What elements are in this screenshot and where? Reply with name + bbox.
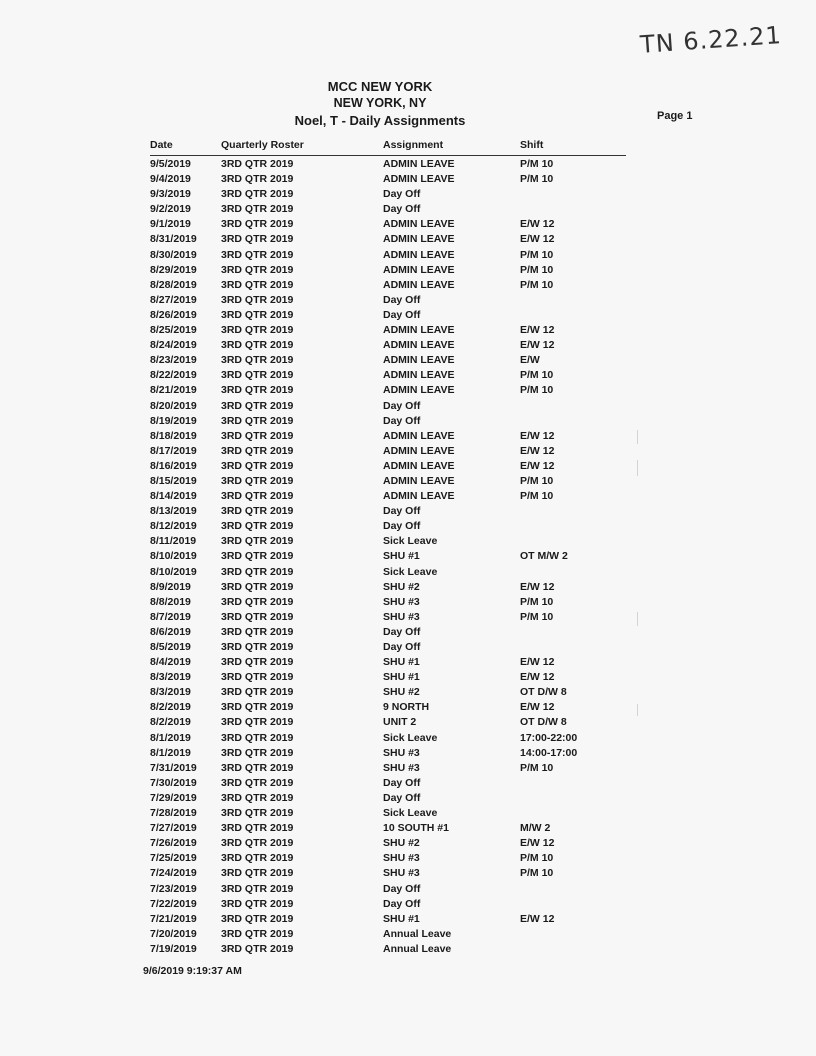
table-row bbox=[150, 700, 626, 715]
table-row bbox=[150, 248, 626, 263]
cell-roster: 3RD QTR 2019 bbox=[221, 686, 294, 699]
table-row bbox=[150, 202, 626, 217]
cell-date: 7/24/2019 bbox=[150, 867, 197, 880]
table-row bbox=[150, 625, 626, 640]
cell-date: 9/4/2019 bbox=[150, 173, 191, 186]
report-header bbox=[275, 78, 485, 129]
cell-assignment: SHU #3 bbox=[383, 761, 420, 774]
cell-roster: 3RD QTR 2019 bbox=[221, 656, 294, 669]
cell-date: 8/17/2019 bbox=[150, 444, 197, 457]
cell-date: 8/3/2019 bbox=[150, 671, 191, 684]
cell-date: 9/3/2019 bbox=[150, 188, 191, 201]
table-row bbox=[150, 610, 626, 625]
table-row bbox=[150, 640, 626, 655]
cell-date: 9/2/2019 bbox=[150, 203, 191, 216]
cell-roster: 3RD QTR 2019 bbox=[221, 746, 294, 759]
cell-assignment: Day Off bbox=[383, 791, 421, 804]
cell-roster: 3RD QTR 2019 bbox=[221, 339, 294, 352]
cell-date: 8/21/2019 bbox=[150, 384, 197, 397]
cell-assignment: SHU #1 bbox=[383, 656, 420, 669]
cell-date: 8/1/2019 bbox=[150, 746, 191, 759]
cell-assignment: Annual Leave bbox=[383, 942, 452, 955]
table-row bbox=[150, 519, 626, 534]
table-row bbox=[150, 353, 626, 368]
cell-assignment: SHU #1 bbox=[383, 912, 420, 925]
cell-assignment: 10 SOUTH #1 bbox=[383, 822, 449, 835]
cell-roster: 3RD QTR 2019 bbox=[221, 293, 294, 306]
table-row bbox=[150, 776, 626, 791]
cell-shift: OT D/W 8 bbox=[520, 686, 567, 699]
cell-roster: 3RD QTR 2019 bbox=[221, 852, 294, 865]
column-header-shift: Shift bbox=[520, 139, 544, 151]
cell-assignment: SHU #2 bbox=[383, 580, 420, 593]
cell-shift: E/W 12 bbox=[520, 218, 555, 231]
cell-assignment: ADMIN LEAVE bbox=[383, 278, 455, 291]
cell-date: 8/5/2019 bbox=[150, 641, 191, 653]
cell-roster: 3RD QTR 2019 bbox=[221, 641, 294, 653]
cell-assignment: ADMIN LEAVE bbox=[383, 444, 455, 457]
cell-assignment: ADMIN LEAVE bbox=[383, 158, 455, 170]
cell-shift: E/W bbox=[520, 354, 540, 367]
cell-date: 8/19/2019 bbox=[150, 414, 197, 427]
cell-assignment: SHU #3 bbox=[383, 852, 420, 865]
column-header-date: Date bbox=[150, 139, 173, 151]
cell-assignment: ADMIN LEAVE bbox=[383, 369, 455, 382]
cell-shift: E/W 12 bbox=[520, 233, 555, 246]
cell-date: 8/18/2019 bbox=[150, 429, 197, 442]
cell-date: 7/30/2019 bbox=[150, 776, 197, 789]
cell-date: 7/29/2019 bbox=[150, 791, 197, 804]
cell-assignment: SHU #1 bbox=[383, 671, 420, 684]
table-header bbox=[150, 139, 626, 156]
cell-shift: P/M 10 bbox=[520, 761, 554, 774]
cell-date: 7/21/2019 bbox=[150, 912, 197, 925]
cell-shift: P/M 10 bbox=[520, 263, 554, 276]
cell-roster: 3RD QTR 2019 bbox=[221, 233, 294, 246]
cell-assignment: Day Off bbox=[383, 882, 421, 895]
table-row bbox=[150, 927, 626, 942]
cell-assignment: ADMIN LEAVE bbox=[383, 429, 455, 442]
cell-assignment: Day Off bbox=[383, 293, 421, 306]
table-row bbox=[150, 836, 626, 851]
cell-roster: 3RD QTR 2019 bbox=[221, 490, 294, 503]
cell-shift: E/W 12 bbox=[520, 324, 555, 337]
cell-date: 7/23/2019 bbox=[150, 882, 197, 895]
cell-shift: OT M/W 2 bbox=[520, 550, 568, 563]
cell-date: 8/8/2019 bbox=[150, 595, 191, 608]
cell-roster: 3RD QTR 2019 bbox=[221, 248, 294, 261]
cell-assignment: 9 NORTH bbox=[383, 701, 430, 714]
table-row bbox=[150, 595, 626, 610]
column-header-roster: Quarterly Roster bbox=[221, 139, 304, 151]
cell-roster: 3RD QTR 2019 bbox=[221, 791, 294, 804]
table-row bbox=[150, 474, 626, 489]
cell-roster: 3RD QTR 2019 bbox=[221, 324, 294, 337]
cell-date: 8/31/2019 bbox=[150, 233, 197, 246]
cell-roster: 3RD QTR 2019 bbox=[221, 867, 294, 880]
cell-shift: P/M 10 bbox=[520, 173, 554, 186]
table-row bbox=[150, 323, 626, 338]
cell-roster: 3RD QTR 2019 bbox=[221, 625, 294, 638]
cell-assignment: Day Off bbox=[383, 505, 421, 518]
cell-assignment: ADMIN LEAVE bbox=[383, 490, 455, 503]
cell-roster: 3RD QTR 2019 bbox=[221, 188, 294, 201]
table-row bbox=[150, 489, 626, 504]
cell-date: 8/16/2019 bbox=[150, 459, 197, 472]
table-row bbox=[150, 670, 626, 685]
cell-roster: 3RD QTR 2019 bbox=[221, 218, 294, 231]
table-row bbox=[150, 429, 626, 444]
cell-assignment: Day Off bbox=[383, 414, 421, 427]
cell-assignment: SHU #3 bbox=[383, 595, 420, 608]
cell-roster: 3RD QTR 2019 bbox=[221, 822, 294, 835]
cell-date: 7/27/2019 bbox=[150, 822, 197, 835]
scan-mark bbox=[637, 430, 638, 444]
table-row bbox=[150, 897, 626, 912]
table-row bbox=[150, 278, 626, 293]
cell-roster: 3RD QTR 2019 bbox=[221, 399, 294, 412]
cell-date: 8/10/2019 bbox=[150, 550, 197, 563]
cell-assignment: ADMIN LEAVE bbox=[383, 248, 455, 261]
table-row bbox=[150, 187, 626, 202]
table-row bbox=[150, 399, 626, 414]
cell-assignment: Day Off bbox=[383, 188, 421, 201]
table-row bbox=[150, 942, 626, 957]
cell-roster: 3RD QTR 2019 bbox=[221, 837, 294, 850]
cell-date: 7/25/2019 bbox=[150, 852, 197, 865]
table-row bbox=[150, 761, 626, 776]
cell-shift: P/M 10 bbox=[520, 369, 554, 382]
cell-roster: 3RD QTR 2019 bbox=[221, 384, 294, 397]
cell-date: 8/12/2019 bbox=[150, 520, 197, 533]
table-row bbox=[150, 308, 626, 323]
cell-date: 9/5/2019 bbox=[150, 158, 191, 170]
table-row bbox=[150, 866, 626, 881]
page-number: Page 1 bbox=[657, 110, 693, 122]
cell-shift: E/W 12 bbox=[520, 580, 555, 593]
cell-assignment: SHU #3 bbox=[383, 746, 420, 759]
cell-date: 7/31/2019 bbox=[150, 761, 197, 774]
cell-assignment: Sick Leave bbox=[383, 807, 438, 820]
cell-shift: 14:00-17:00 bbox=[520, 746, 578, 759]
cell-roster: 3RD QTR 2019 bbox=[221, 278, 294, 291]
table-row bbox=[150, 655, 626, 670]
table-row bbox=[150, 217, 626, 232]
table-row bbox=[150, 912, 626, 927]
cell-roster: 3RD QTR 2019 bbox=[221, 505, 294, 518]
table-row bbox=[150, 746, 626, 761]
cell-roster: 3RD QTR 2019 bbox=[221, 912, 294, 925]
cell-date: 8/24/2019 bbox=[150, 339, 197, 352]
cell-roster: 3RD QTR 2019 bbox=[221, 520, 294, 533]
cell-roster: 3RD QTR 2019 bbox=[221, 807, 294, 820]
cell-roster: 3RD QTR 2019 bbox=[221, 716, 294, 729]
cell-shift: E/W 12 bbox=[520, 429, 555, 442]
cell-shift: P/M 10 bbox=[520, 278, 554, 291]
cell-date: 8/23/2019 bbox=[150, 354, 197, 367]
cell-roster: 3RD QTR 2019 bbox=[221, 882, 294, 895]
cell-date: 8/28/2019 bbox=[150, 278, 197, 291]
scan-mark bbox=[637, 704, 638, 716]
cell-date: 8/10/2019 bbox=[150, 565, 197, 578]
cell-roster: 3RD QTR 2019 bbox=[221, 701, 294, 714]
cell-shift: P/M 10 bbox=[520, 474, 554, 487]
cell-assignment: Sick Leave bbox=[383, 731, 438, 744]
cell-assignment: ADMIN LEAVE bbox=[383, 218, 455, 231]
facility-location: NEW YORK, NY bbox=[333, 96, 427, 110]
facility-name: MCC NEW YORK bbox=[327, 79, 433, 94]
cell-assignment: ADMIN LEAVE bbox=[383, 263, 455, 276]
cell-date: 8/2/2019 bbox=[150, 701, 191, 714]
table-row bbox=[150, 293, 626, 308]
table-row bbox=[150, 338, 626, 353]
cell-assignment: SHU #3 bbox=[383, 867, 420, 880]
cell-roster: 3RD QTR 2019 bbox=[221, 203, 294, 216]
table-row bbox=[150, 882, 626, 897]
cell-date: 7/20/2019 bbox=[150, 927, 197, 940]
cell-date: 8/30/2019 bbox=[150, 248, 197, 261]
cell-roster: 3RD QTR 2019 bbox=[221, 580, 294, 593]
cell-date: 9/1/2019 bbox=[150, 218, 191, 231]
cell-assignment: Day Off bbox=[383, 203, 421, 216]
cell-shift: 17:00-22:00 bbox=[520, 731, 578, 744]
table-row bbox=[150, 715, 626, 730]
cell-assignment: ADMIN LEAVE bbox=[383, 384, 455, 397]
table-row bbox=[150, 444, 626, 459]
table-row bbox=[150, 504, 626, 519]
cell-roster: 3RD QTR 2019 bbox=[221, 474, 294, 487]
cell-assignment: ADMIN LEAVE bbox=[383, 324, 455, 337]
cell-assignment: SHU #1 bbox=[383, 550, 420, 563]
cell-date: 8/6/2019 bbox=[150, 625, 191, 638]
cell-date: 8/1/2019 bbox=[150, 731, 191, 744]
cell-roster: 3RD QTR 2019 bbox=[221, 927, 294, 940]
cell-roster: 3RD QTR 2019 bbox=[221, 158, 294, 170]
cell-shift: OT D/W 8 bbox=[520, 716, 567, 729]
cell-assignment: Day Off bbox=[383, 399, 421, 412]
cell-roster: 3RD QTR 2019 bbox=[221, 897, 294, 910]
cell-shift: M/W 2 bbox=[520, 822, 551, 835]
print-timestamp: 9/6/2019 9:19:37 AM bbox=[143, 965, 242, 977]
table-row bbox=[150, 851, 626, 866]
handwritten-annotation: TN 6.22.21 bbox=[639, 21, 783, 59]
table-row bbox=[150, 791, 626, 806]
assignment-table bbox=[150, 157, 626, 957]
table-row bbox=[150, 459, 626, 474]
cell-shift: E/W 12 bbox=[520, 837, 555, 850]
table-row bbox=[150, 157, 626, 172]
cell-date: 8/14/2019 bbox=[150, 490, 197, 503]
cell-shift: E/W 12 bbox=[520, 671, 555, 684]
cell-assignment: Sick Leave bbox=[383, 535, 438, 548]
scan-mark bbox=[637, 612, 638, 626]
table-row bbox=[150, 232, 626, 247]
cell-shift: E/W 12 bbox=[520, 459, 555, 472]
cell-shift: E/W 12 bbox=[520, 444, 555, 457]
cell-roster: 3RD QTR 2019 bbox=[221, 550, 294, 563]
cell-roster: 3RD QTR 2019 bbox=[221, 761, 294, 774]
cell-roster: 3RD QTR 2019 bbox=[221, 535, 294, 548]
cell-shift: E/W 12 bbox=[520, 339, 555, 352]
cell-roster: 3RD QTR 2019 bbox=[221, 731, 294, 744]
cell-roster: 3RD QTR 2019 bbox=[221, 565, 294, 578]
table-row bbox=[150, 172, 626, 187]
column-header-assignment: Assignment bbox=[383, 139, 444, 151]
cell-date: 8/26/2019 bbox=[150, 308, 197, 321]
cell-assignment: ADMIN LEAVE bbox=[383, 459, 455, 472]
table-row bbox=[150, 263, 626, 278]
cell-roster: 3RD QTR 2019 bbox=[221, 776, 294, 789]
table-row bbox=[150, 414, 626, 429]
scan-mark bbox=[637, 460, 638, 476]
cell-date: 8/20/2019 bbox=[150, 399, 197, 412]
report-title: Noel, T - Daily Assignments bbox=[294, 113, 466, 128]
cell-assignment: Sick Leave bbox=[383, 565, 438, 578]
cell-roster: 3RD QTR 2019 bbox=[221, 173, 294, 186]
table-row bbox=[150, 565, 626, 580]
cell-roster: 3RD QTR 2019 bbox=[221, 595, 294, 608]
cell-shift: P/M 10 bbox=[520, 595, 554, 608]
cell-date: 8/4/2019 bbox=[150, 656, 191, 669]
cell-roster: 3RD QTR 2019 bbox=[221, 369, 294, 382]
cell-shift: P/M 10 bbox=[520, 384, 554, 397]
cell-date: 8/2/2019 bbox=[150, 716, 191, 729]
cell-shift: E/W 12 bbox=[520, 656, 555, 669]
cell-date: 7/26/2019 bbox=[150, 837, 197, 850]
table-row bbox=[150, 685, 626, 700]
table-row bbox=[150, 368, 626, 383]
cell-date: 7/19/2019 bbox=[150, 942, 197, 955]
cell-assignment: ADMIN LEAVE bbox=[383, 474, 455, 487]
cell-roster: 3RD QTR 2019 bbox=[221, 610, 294, 623]
cell-shift: P/M 10 bbox=[520, 248, 554, 261]
cell-date: 7/28/2019 bbox=[150, 807, 197, 820]
cell-shift: P/M 10 bbox=[520, 158, 554, 170]
cell-roster: 3RD QTR 2019 bbox=[221, 263, 294, 276]
cell-date: 8/11/2019 bbox=[150, 535, 197, 548]
cell-roster: 3RD QTR 2019 bbox=[221, 942, 294, 955]
cell-assignment: SHU #2 bbox=[383, 837, 420, 850]
cell-roster: 3RD QTR 2019 bbox=[221, 429, 294, 442]
cell-assignment: Day Off bbox=[383, 308, 421, 321]
table-row bbox=[150, 383, 626, 398]
cell-roster: 3RD QTR 2019 bbox=[221, 444, 294, 457]
table-row bbox=[150, 534, 626, 549]
cell-date: 7/22/2019 bbox=[150, 897, 197, 910]
cell-shift: P/M 10 bbox=[520, 490, 554, 503]
cell-roster: 3RD QTR 2019 bbox=[221, 459, 294, 472]
cell-shift: E/W 12 bbox=[520, 912, 555, 925]
cell-assignment: ADMIN LEAVE bbox=[383, 354, 455, 367]
cell-assignment: Annual Leave bbox=[383, 927, 452, 940]
cell-assignment: Day Off bbox=[383, 641, 421, 653]
table-row bbox=[150, 549, 626, 564]
cell-roster: 3RD QTR 2019 bbox=[221, 308, 294, 321]
cell-shift: P/M 10 bbox=[520, 852, 554, 865]
cell-assignment: Day Off bbox=[383, 897, 421, 910]
table-row bbox=[150, 731, 626, 746]
cell-assignment: UNIT 2 bbox=[383, 716, 417, 729]
table-row bbox=[150, 821, 626, 836]
cell-date: 8/25/2019 bbox=[150, 324, 197, 337]
cell-assignment: SHU #3 bbox=[383, 610, 420, 623]
cell-roster: 3RD QTR 2019 bbox=[221, 414, 294, 427]
cell-roster: 3RD QTR 2019 bbox=[221, 354, 294, 367]
table-row bbox=[150, 580, 626, 595]
cell-shift: P/M 10 bbox=[520, 867, 554, 880]
cell-date: 8/15/2019 bbox=[150, 474, 197, 487]
cell-shift: E/W 12 bbox=[520, 701, 555, 714]
cell-date: 8/3/2019 bbox=[150, 686, 191, 699]
cell-assignment: ADMIN LEAVE bbox=[383, 173, 455, 186]
cell-assignment: Day Off bbox=[383, 625, 421, 638]
cell-date: 8/29/2019 bbox=[150, 263, 197, 276]
cell-assignment: Day Off bbox=[383, 520, 421, 533]
cell-date: 8/13/2019 bbox=[150, 505, 197, 518]
cell-date: 8/9/2019 bbox=[150, 580, 191, 593]
cell-date: 8/27/2019 bbox=[150, 293, 197, 306]
cell-roster: 3RD QTR 2019 bbox=[221, 671, 294, 684]
cell-assignment: ADMIN LEAVE bbox=[383, 233, 455, 246]
cell-assignment: SHU #2 bbox=[383, 686, 420, 699]
cell-date: 8/22/2019 bbox=[150, 369, 197, 382]
cell-assignment: Day Off bbox=[383, 776, 421, 789]
cell-shift: P/M 10 bbox=[520, 610, 554, 623]
cell-date: 8/7/2019 bbox=[150, 610, 191, 623]
table-row bbox=[150, 806, 626, 821]
cell-assignment: ADMIN LEAVE bbox=[383, 339, 455, 352]
